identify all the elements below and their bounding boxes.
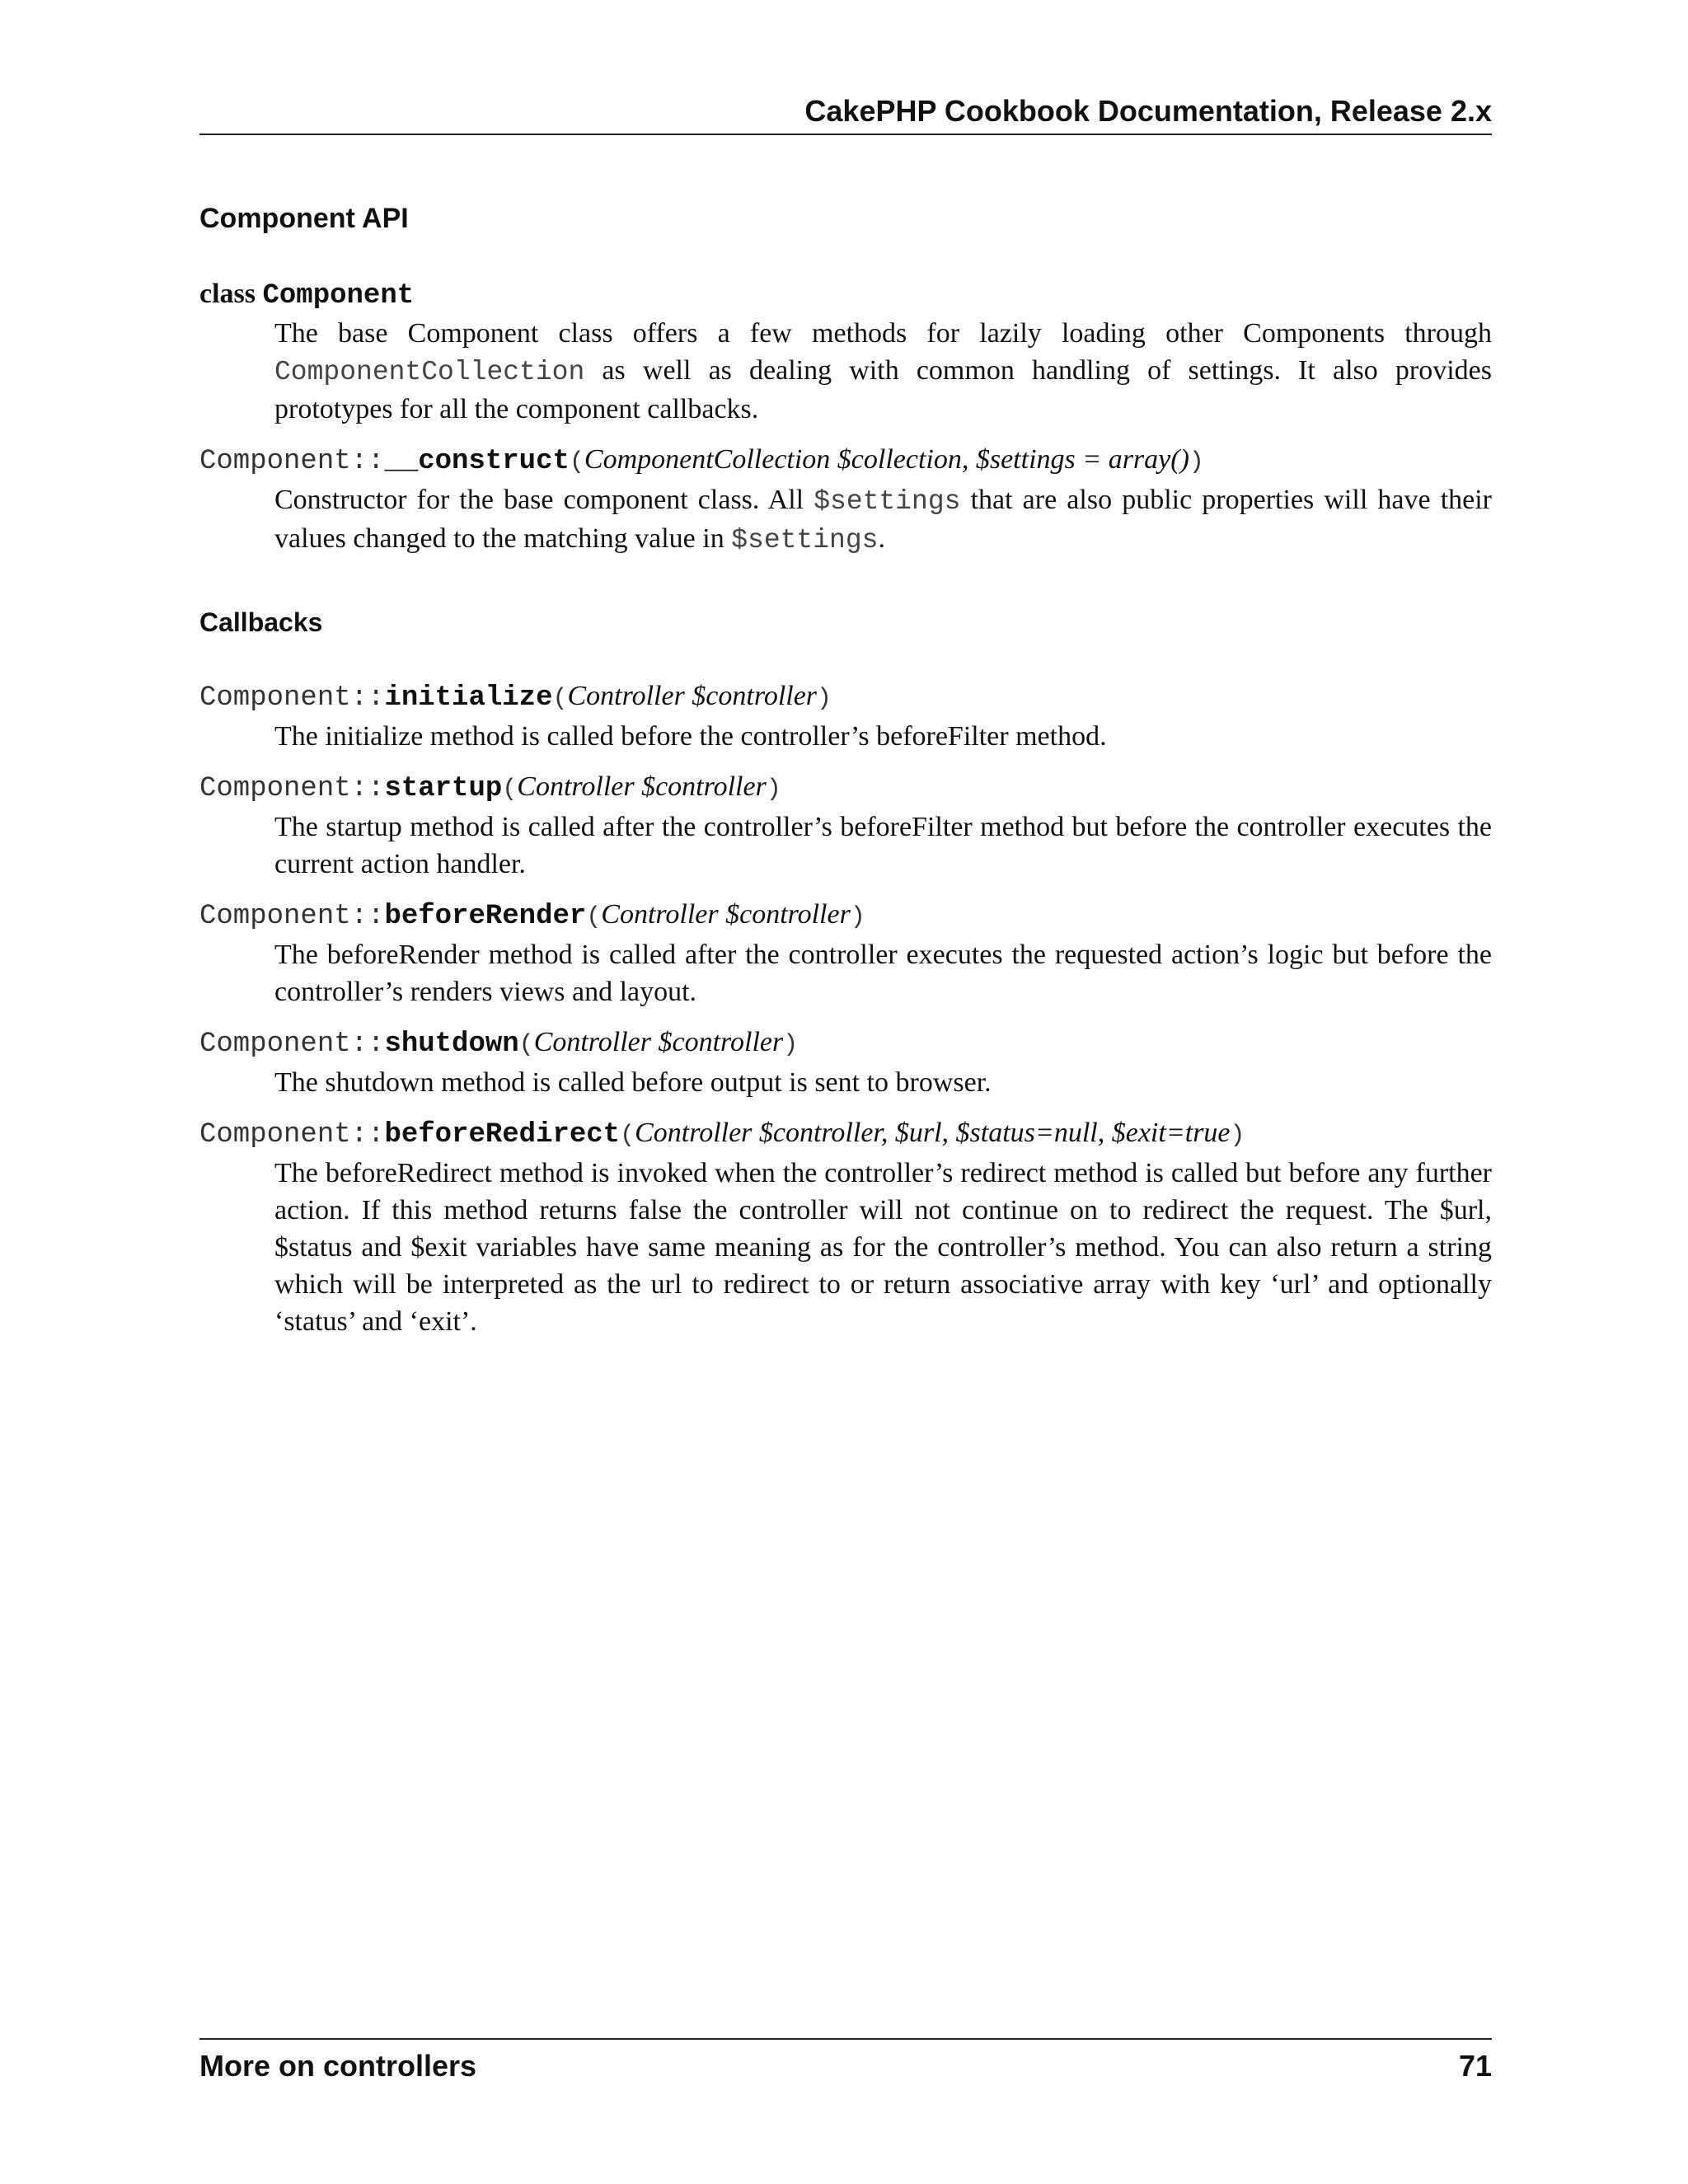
class-signature (199, 275, 1492, 315)
method-name: __construct (384, 446, 570, 477)
document-page (199, 0, 1492, 2184)
callback-description-startup: The startup method is called after the controller’s beforeFilter method but before the controller executes the current action handler. (274, 812, 1492, 879)
close-paren: ) (783, 1031, 799, 1059)
class-keyword: class (199, 279, 256, 309)
callbacks-title: Callbacks (199, 607, 323, 637)
page-content (199, 198, 1492, 1340)
method-prefix: Component:: (199, 1119, 385, 1151)
callback-signature-beforerender (199, 896, 1492, 936)
callback-signature-shutdown (199, 1024, 1492, 1064)
construct-desc-text-2: that are also public properties will have their values changed to the matching value in (274, 485, 1492, 554)
method-name: beforeRender (384, 901, 587, 932)
class-name: Component (262, 280, 415, 312)
open-paren: ( (569, 448, 584, 476)
section-title: Component API (199, 203, 409, 234)
running-header: CakePHP Cookbook Documentation, Release 2.x (804, 94, 1492, 128)
construct-desc-text-3: . (878, 523, 885, 554)
method-name: shutdown (384, 1029, 519, 1060)
method-params: Controller $controller, $url, $status=null, $exit=true (635, 1118, 1231, 1148)
construct-signature (199, 441, 1492, 481)
callback-description-beforerender: The beforeRender method is called after the controller executes the requested action’s logic but before the controller’s renders views and layout. (274, 940, 1492, 1007)
callback-description-beforeredirect: The beforeRedirect method is invoked when the controller’s redirect method is called but before any further action. If this method returns false the controller will not continue on to redirect the request. The $url, $status and $exit variables have same meaning as for the controller’s method. You can also return a string which will be interpreted as the url to redirect to or return associative array with key ‘url’ and optionally ‘status’ and ‘exit’. (274, 1158, 1492, 1337)
method-params: Controller $controller (533, 1027, 784, 1057)
method-prefix: Component:: (199, 1029, 385, 1060)
close-paren: ) (1230, 1122, 1245, 1150)
method-prefix: Component:: (199, 446, 385, 477)
close-paren: ) (850, 903, 865, 931)
callback-description-shutdown: The shutdown method is called before output is sent to browser. (274, 1067, 992, 1098)
construct-desc-code-1: $settings (814, 486, 961, 517)
method-params: Controller $controller (517, 771, 767, 802)
method-prefix: Component:: (199, 773, 385, 804)
class-description (274, 315, 1492, 428)
method-params: ComponentCollection $collection, $settings = array() (584, 444, 1189, 475)
method-prefix: Component:: (199, 682, 385, 714)
method-params: Controller $controller (567, 681, 818, 711)
callback-signature-initialize (199, 677, 1492, 718)
header-rule (199, 134, 1492, 135)
class-desc-text-2: as well as dealing with common handling of settings. It also provides prototypes for all the component callbacks. (274, 355, 1493, 424)
class-desc-code: ComponentCollection (274, 357, 585, 387)
footer-rule (199, 2038, 1492, 2040)
open-paren: ( (586, 903, 602, 931)
page-number: 71 (1458, 2049, 1492, 2083)
method-params: Controller $controller (601, 899, 851, 930)
open-paren: ( (502, 776, 518, 804)
open-paren: ( (552, 685, 568, 713)
method-prefix: Component:: (199, 901, 385, 932)
open-paren: ( (518, 1031, 534, 1059)
callback-signature-startup (199, 768, 1492, 808)
construct-desc-code-2: $settings (731, 525, 879, 555)
construct-desc-text-1: Constructor for the base component class. All (274, 485, 804, 515)
method-name: startup (384, 773, 503, 804)
close-paren: ) (766, 776, 781, 804)
open-paren: ( (620, 1122, 635, 1150)
method-name: initialize (384, 682, 553, 714)
callback-signature-beforeredirect (199, 1114, 1492, 1155)
running-footer (199, 2046, 1492, 2087)
footer-section-name: More on controllers (199, 2049, 477, 2083)
callback-description-initialize: The initialize method is called before the controller’s beforeFilter method. (274, 721, 1107, 752)
close-paren: ) (1189, 448, 1204, 476)
close-paren: ) (817, 685, 832, 713)
class-desc-text-1: The base Component class offers a few methods for lazily loading other Components through (274, 318, 1492, 349)
method-name: beforeRedirect (384, 1119, 621, 1151)
construct-description (274, 481, 1492, 559)
